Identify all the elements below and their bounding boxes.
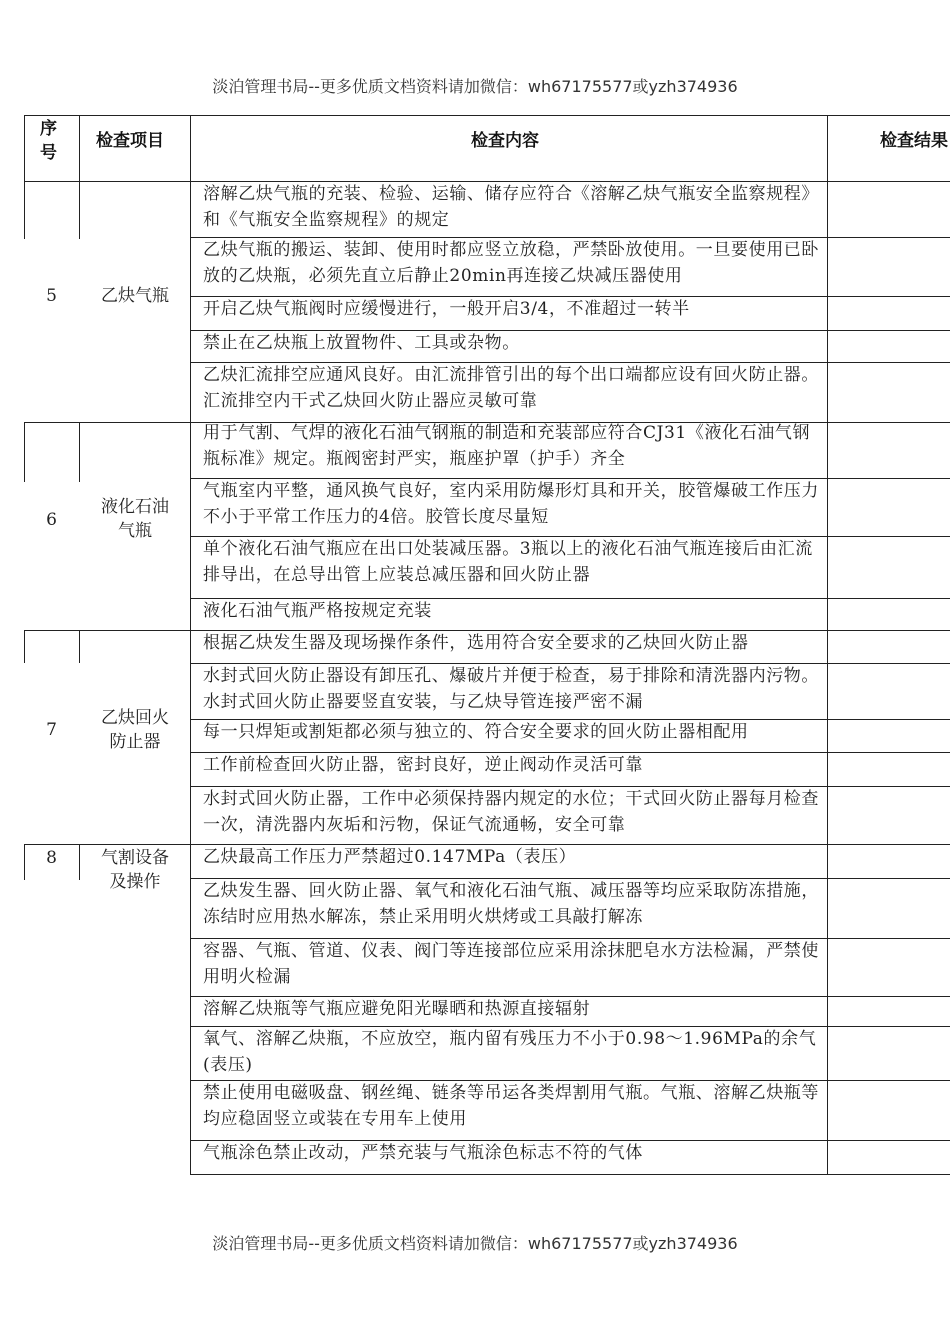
content-text: 氧气、溶解乙炔瓶，不应放空，瓶内留有残压力不小于0.98～1.96MPa的余气(表压) [203, 1029, 817, 1075]
content-cell [203, 663, 823, 719]
content-cell [203, 237, 823, 296]
group-number-6: 6 [46, 510, 57, 530]
rule [190, 1080, 950, 1081]
content-cell [203, 330, 823, 362]
rule [79, 115, 80, 181]
content-cell [203, 752, 823, 786]
content-cell [203, 598, 823, 630]
rule [827, 115, 828, 1174]
group-item-6-line1: 液化石油 [101, 497, 169, 517]
content-text: 开启乙炔气瓶阀时应缓慢进行，一般开启3/4，不准超过一转半 [203, 299, 690, 319]
content-text: 溶解乙炔瓶等气瓶应避免阳光曝晒和热源直接辐射 [203, 999, 591, 1019]
content-cell [203, 478, 823, 536]
content-text: 乙炔发生器、回火防止器、氧气和液化石油气瓶、减压器等均应采取防冻措施，冻结时应用热水解冻，禁止采用明火烘烤或工具敲打解冻 [203, 881, 819, 927]
rule [190, 362, 950, 363]
rule [24, 115, 25, 181]
content-text: 用于气割、气焊的液化石油气钢瓶的制造和充装部应符合CJ31《液化石油气钢瓶标准》规定。瓶阀密封严实，瓶座护罩（护手）齐全 [203, 423, 811, 469]
content-text: 工作前检查回火防止器，密封良好，逆止阀动作灵活可靠 [203, 755, 643, 775]
content-cell [203, 786, 823, 844]
rule [79, 181, 80, 239]
content-text: 水封式回火防止器设有卸压孔、爆破片并便于检查，易于排除和清洗器内污物。水封式回火防止器要竖直安装，与乙炔导管连接严密不漏 [203, 666, 819, 712]
rule [190, 237, 950, 238]
rule [190, 1174, 950, 1175]
content-cell [203, 362, 823, 420]
content-text: 容器、气瓶、管道、仪表、阀门等连接部位应采用涂抹肥皂水方法检漏，严禁使用明火检漏 [203, 941, 819, 987]
rule [190, 598, 950, 599]
content-cell [203, 938, 823, 996]
rule [190, 296, 950, 297]
rule [190, 878, 950, 879]
content-cell [203, 420, 823, 478]
content-cell [203, 181, 823, 237]
rule [190, 115, 191, 1174]
header-check-content: 检查内容 [471, 131, 539, 151]
rule [24, 844, 25, 880]
group-item-8-line1: 气割设备 [101, 848, 169, 868]
rule [190, 752, 950, 753]
group-number-7: 7 [46, 720, 57, 740]
content-text: 气瓶涂色禁止改动，严禁充装与气瓶涂色标志不符的气体 [203, 1143, 643, 1163]
header-watermark: 淡泊管理书局--更多优质文档资料请加微信：wh67175577或yzh374936 [212, 77, 738, 96]
content-text: 单个液化石油气瓶应在出口处装减压器。3瓶以上的液化石油气瓶连接后由汇流排导出，在总导出管上应装总减压器和回火防止器 [203, 539, 813, 585]
content-text: 液化石油气瓶严格按规定充装 [203, 601, 432, 621]
content-cell [203, 996, 823, 1026]
rule [190, 536, 950, 537]
rule [24, 115, 950, 116]
rule [79, 630, 80, 663]
content-text: 乙炔气瓶的搬运、装卸、使用时都应竖立放稳，严禁卧放使用。一旦要使用已卧放的乙炔瓶，必须先直立后静止20min再连接乙炔减压器使用 [203, 240, 819, 286]
content-cell [203, 296, 823, 330]
content-cell [203, 844, 823, 878]
content-cell [203, 878, 823, 938]
rule [24, 422, 25, 482]
content-cell [203, 1140, 823, 1174]
rule [190, 938, 950, 939]
content-text: 每一只焊矩或割矩都必须与独立的、符合安全要求的回火防止器相配用 [203, 722, 749, 742]
rule [24, 181, 950, 182]
header-check-result: 检查结果 [880, 131, 948, 151]
content-text: 禁止在乙炔瓶上放置物件、工具或杂物。 [203, 333, 520, 353]
header-no-line2: 号 [40, 143, 57, 163]
group-item-6-line2: 气瓶 [118, 521, 152, 541]
rule [190, 478, 950, 479]
content-text: 根据乙炔发生器及现场操作条件，选用符合安全要求的乙炔回火防止器 [203, 633, 749, 653]
rule [190, 1140, 950, 1141]
content-text: 气瓶室内平整，通风换气良好，室内采用防爆形灯具和开关，胶管爆破工作压力不小于平常工作压力的4倍。胶管长度尽量短 [203, 481, 819, 527]
group-item-5: 乙炔气瓶 [101, 286, 169, 306]
content-cell [203, 719, 823, 752]
content-text: 乙炔最高工作压力严禁超过0.147MPa（表压） [203, 847, 577, 867]
rule [79, 844, 80, 880]
rule [24, 422, 950, 423]
content-cell [203, 1080, 823, 1140]
header-check-item: 检查项目 [96, 131, 164, 151]
group-item-7-line2: 防止器 [109, 732, 161, 752]
rule [24, 844, 950, 845]
group-item-7-line1: 乙炔回火 [101, 708, 169, 728]
content-cell [203, 1026, 823, 1080]
rule [190, 663, 950, 664]
group-number-5: 5 [46, 286, 57, 306]
rule [24, 630, 25, 663]
content-text: 溶解乙炔气瓶的充装、检验、运输、储存应符合《溶解乙炔气瓶安全监察规程》和《气瓶安全监察规程》的规定 [203, 184, 819, 230]
content-text: 乙炔汇流排空应通风良好。由汇流排管引出的每个出口端都应设有回火防止器。汇流排空内干式乙炔回火防止器应灵敏可靠 [203, 365, 819, 411]
rule [190, 1026, 950, 1027]
content-text: 水封式回火防止器，工作中必须保持器内规定的水位；干式回火防止器每月检查一次，清洗器内灰垢和污物，保证气流通畅，安全可靠 [203, 789, 819, 835]
footer-watermark: 淡泊管理书局--更多优质文档资料请加微信：wh67175577或yzh374936 [212, 1234, 738, 1253]
rule [79, 422, 80, 482]
group-item-8-line2: 及操作 [109, 872, 161, 892]
rule [190, 330, 950, 331]
rule [24, 630, 950, 631]
content-cell [203, 536, 823, 598]
content-cell [203, 630, 823, 663]
rule [24, 181, 25, 239]
rule [190, 719, 950, 720]
rule [190, 996, 950, 997]
rule [190, 786, 950, 787]
header-no-line1: 序 [40, 119, 57, 139]
group-number-8: 8 [46, 848, 57, 868]
content-text: 禁止使用电磁吸盘、钢丝绳、链条等吊运各类焊割用气瓶。气瓶、溶解乙炔瓶等均应稳固竖立或装在专用车上使用 [203, 1083, 819, 1129]
